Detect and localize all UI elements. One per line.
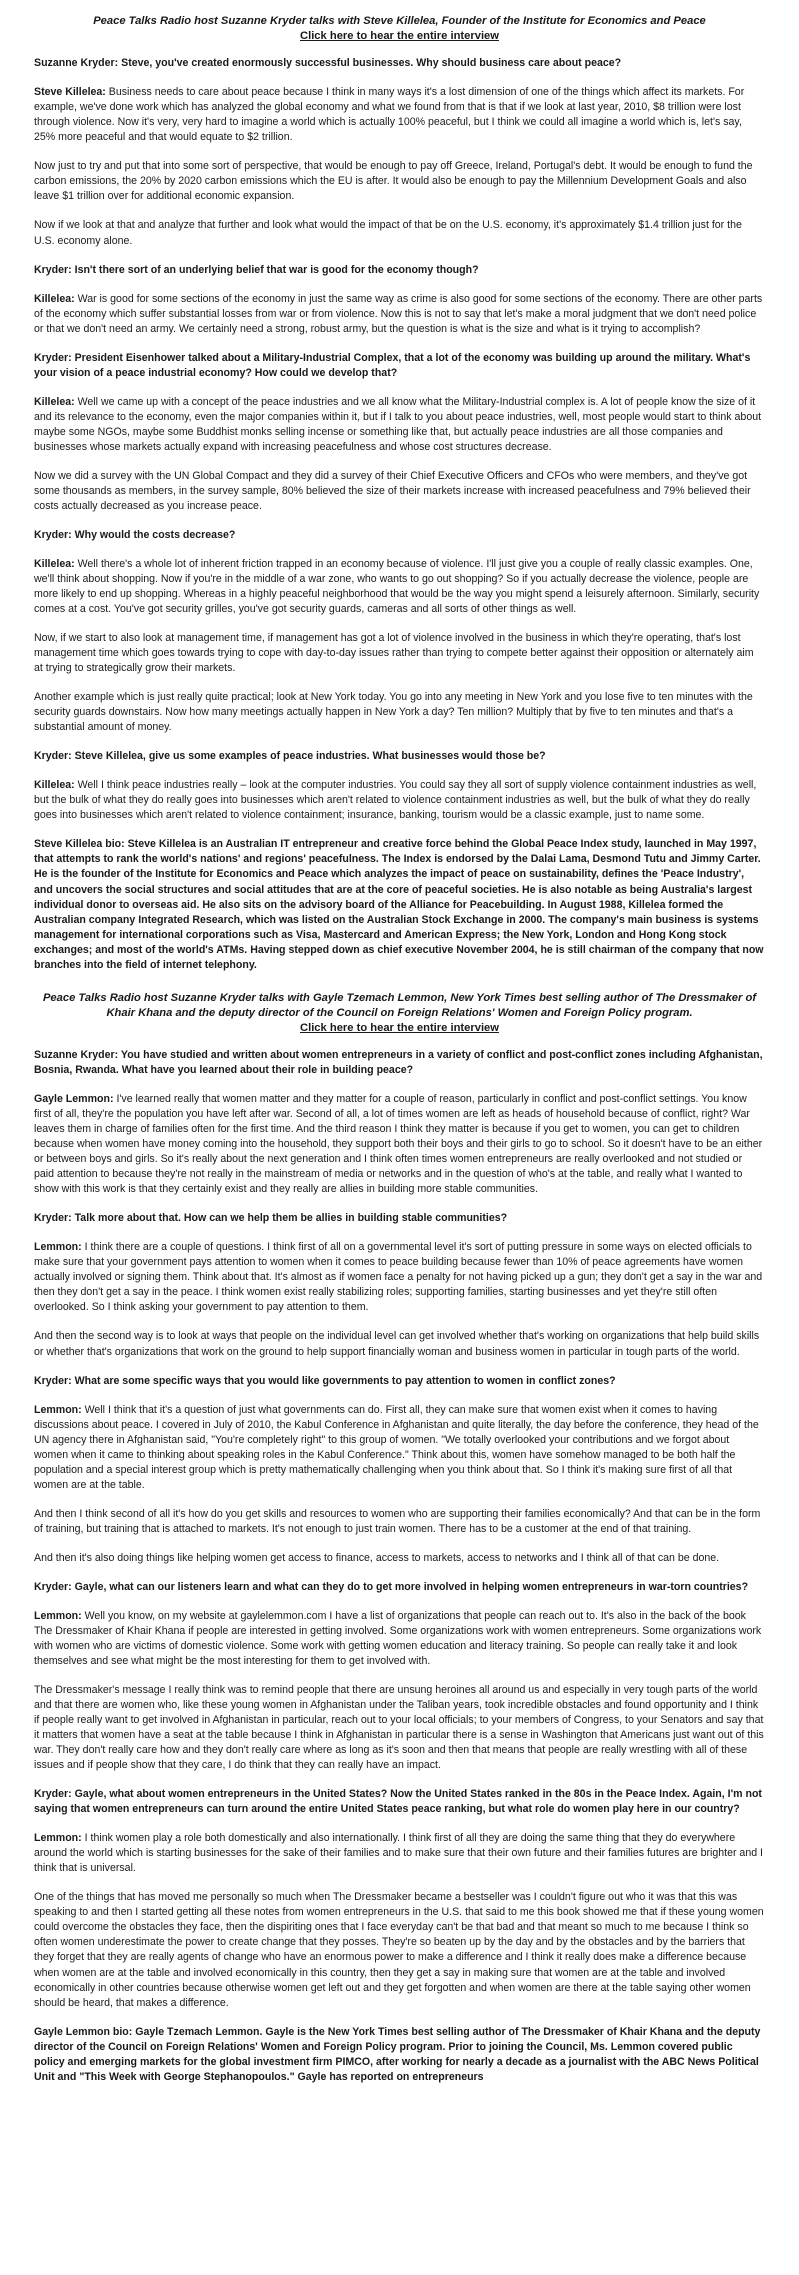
answer (34, 1403, 765, 1493)
answer (34, 778, 765, 823)
answer-text: Business needs to care about peace because I think in many ways it's a lost dimension of one of the things which affect its markets. For example, we've done work which has analyzed the global economy and what we found from that is that if we look at last year, 2010, $8 trillion were lost through violence. Now it's very, very hard to imagine a world which is actually 100% peaceful, but I think we could all imagine a world which is, let's say, 25% more peaceful and that would equate to $2 trillion. (34, 86, 745, 144)
question: Kryder: President Eisenhower talked about a Military-Industrial Complex, that a lot of the economy was building up around the military. What's your vision of a peace industrial economy? How could we develop that? (34, 351, 751, 379)
question: Kryder: What are some specific ways that you would like governments to pay attention to women in conflict zones? (34, 1374, 616, 1387)
answer (34, 395, 765, 455)
speaker-label: Lemmon: (34, 1403, 82, 1416)
answer (34, 1092, 765, 1197)
speaker-label: Killelea: (34, 779, 75, 792)
interview-2-audio-link[interactable]: Click here to hear the entire interview (300, 1021, 499, 1034)
answer-text: I think women play a role both domestically and also internationally. I think first of all they are doing the same thing that they do everywhere around the world which is starting businesses for the sake of their families and to make sure that their own future and their families futures are brighter and I think that is universal. (34, 1832, 763, 1875)
speaker-label: Steve Killelea: (34, 86, 106, 99)
question: Kryder: Talk more about that. How can we help them be allies in building stable communities? (34, 1212, 508, 1225)
answer-text: War is good for some sections of the economy in just the same way as crime is also good for some sections of the economy. There are other parts of the economy which suffer substantial losses from war or from violence. Now this is not to say that let's make a moral judgment that we don't need police or that we don't need an army. We certainly need a strong, robust army, but the question is what is the size and what is it trying to accomplish? (34, 292, 763, 335)
answer-continued: Now we did a survey with the UN Global Compact and they did a survey of their Chief Executive Officers and CFOs who were members, and they've got some thousands as members, in the survey sample, 80% believed the size of their markets increase with increased peacefulness and 79% believed their costs actually decreased as you increase peace. (34, 469, 751, 512)
interview-1-title: Peace Talks Radio host Suzanne Kryder talks with Steve Killelea, Founder of the Institute for Economics and Peace (93, 15, 706, 27)
question: Kryder: Steve Killelea, give us some examples of peace industries. What businesses would those be? (34, 750, 546, 763)
answer (34, 1240, 765, 1315)
question: Suzanne Kryder: Steve, you've created enormously successful businesses. Why should business care about peace? (34, 57, 622, 70)
answer-text: Well there's a whole lot of inherent friction trapped in an economy because of violence. I'll just give you a couple of really classic examples. One, we'll think about shopping. Now if you're in the middle of a war zone, who wants to go out shopping? So if you actually decrease the violence, people are more likely to end up shopping. Whereas in a highly peaceful neighborhood that would be the way you might spend a leisurely afternoon. Similarly, security comes at a cost. You've got security grilles, you've got security guards, cameras and all sorts of other things as well. (34, 557, 760, 616)
interview-1-audio-link[interactable]: Click here to hear the entire interview (300, 30, 499, 43)
answer-continued: Another example which is just really quite practical; look at New York today. You go into any meeting in New York and you lose five to ten minutes with the security guards downstairs. Now how many meetings actually happen in New York a day? Ten million? Multiply that by five to ten minutes and that's a substantial amount of money. (34, 691, 753, 734)
speaker-label: Lemmon: (34, 1241, 82, 1254)
answer (34, 557, 765, 617)
guest-bio: Steve Killelea bio: Steve Killelea is an Australian IT entrepreneur and creative force behind the Global Peace Index study, launched in May 1997, that attempts to rank the world's nations' and regions' peacefulness. The Index is endorsed by the Dalai Lama, Desmond Tutu and Jimmy Carter. He is the founder of the Institute for Economics and Peace which analyzes the impact of peace on sustainability, defines the 'Peace Industry', and uncovers the social structures and social attitudes that are at the core of peaceful societies. He is also notable as being Australia's largest individual donor to overseas aid. He also sits on the advisory board of the Alliance for Peacebuilding. In August 1988, Killelea formed the Australian company Integrated Research, which was listed on the Australian Stock Exchange in 2000. The company's main business is systems management for international corporations such as Visa, Mastercard and American Express; the New York, London and Hong Kong stock exchanges; and most of the world's ATMs. Having stepped down as chief executive November 2004, he is still chairman of the company that now branches into the field of internet telephony. (34, 838, 764, 971)
answer (34, 85, 765, 145)
question: Kryder: Why would the costs decrease? (34, 528, 236, 541)
guest-bio: Gayle Lemmon bio: Gayle Tzemach Lemmon. Gayle is the New York Times best selling author of The Dressmaker of Khair Khana and the deputy director of the Council on Foreign Relations' Women and Foreign Policy program. Prior to joining the Council, Ms. Lemmon covered public policy and emerging markets for the global investment firm PIMCO, after working for nearly a decade as a journalist with the ABC News Political Unit and "This Week with George Stephanopoulos." Gayle has reported on entrepreneurs (34, 2025, 761, 2083)
answer-continued: Now just to try and put that into some sort of perspective, that would be enough to pay off Greece, Ireland, Portugal's debt. It would be enough to fund the carbon emissions, the 20% by 2020 carbon emissions which the EU is after. It would also be enough to pay the Millennium Development Goals and also leave $1 trillion over for additional economic expansion. (34, 160, 753, 203)
interview-2-intro (34, 991, 765, 1036)
speaker-label: Lemmon: (34, 1609, 82, 1622)
answer-text: I've learned really that women matter and they matter for a couple of reason, particularly in conflict and post-conflict settings. You know first of all, they're the population you have left after war. Second of all, a lot of times women are left as heads of household because of conflict, right? War leaves them in charge of families often for the first time. And the third reason I think they matter is because if you get to women, you can get to children because when women have money coming into the household, they support both their boys and their girls to go to school. So it doesn't have to be an either or between boys and girls. So it's really about the next generation and I think often times women entrepreneurs are really overlooked and not studied or paid attention to because they're not really in the mainstream of media or networks and in the question of who's at the table, and really what I wanted to show with this work is that they certainly exist and they really are allies in building more stable communities. (34, 1093, 763, 1196)
answer-continued: One of the things that has moved me personally so much when The Dressmaker became a bestseller was I couldn't figure out who it was that this was speaking to and then I started getting all these notes from women entrepreneurs in the U.S. that said to me this book showed me that if these young women could overcome the obstacles they face, then the dispiriting ones that I face everyday can't be that bad and that meant so much to me because I think so often women underestimate the power to create change that they posses. They're so beaten up by the day and by the obstacles and by the barriers that they forget that they are really agents of change who have an enormous power to make a difference and I think it really does make a difference because when women are at the table and involved economically in this country, then they get a say in making sure that women are at the table and involved economically in other countries because otherwise women get left out and they get forgotten and when women are there at the table saying other women should be heard, that makes a difference. (34, 1891, 764, 2009)
answer-text: Well I think peace industries really – look at the computer industries. You could say they all sort of supply violence containment industries as well, but the bulk of what they do really goes into businesses which aren't related to violence containment industries as well, but the bulk of what they do really goes into businesses which aren't related to violence containment; insurance, banking, tourism would be a classic example, just to name some. (34, 779, 757, 822)
answer (34, 292, 765, 337)
answer-text: I think there are a couple of questions. I think first of all on a governmental level it's sort of putting pressure in some ways on elected officials to make sure that your government pays attention to women when it comes to peace building because fewer than 10% of peace agreements have women actually involved or signing them. Think about that. It's almost as if women face a penalty for not having picked up a gun; they don't get a say in the war and then they don't get a say in the peace. I think women exist really stabilizing roles; supporting families, starting businesses and yet they're still often overlooked. So I think asking your government to pay attention to them. (34, 1241, 763, 1314)
answer-continued: The Dressmaker's message I really think was to remind people that there are unsung heroines all around us and especially in very tough parts of the world and that there are women who, like these young women in Afghanistan under the Taliban years, took incredible obstacles and found opportunity and I think if people really want to get involved in Afghanistan in particular, reach out to your local officials; to your members of Congress, to your Senators and say that it matters that women have a seat at the table because I think in Afghanistan in particular there is a sense in Washington that Americans just want out of this war. They don't really care how and they don't really care where as long as it's soon and then that means that people are really wrestling with all of these issues and if people show that they care, I do think that they can really have an impact. (34, 1684, 764, 1772)
speaker-label: Killelea: (34, 292, 75, 305)
answer-continued: And then the second way is to look at ways that people on the individual level can get involved whether that's working on organizations that help build skills or whether that's organizations that work on the ground to help support financially woman and business women in particular in tough parts of the world. (34, 1330, 760, 1358)
answer-continued: And then I think second of all it's how do you get skills and resources to women who are supporting their families economically? And that can be in the form of training, but training that is attached to markets. It's not enough to just train women. There has to be a customer at the end of that training. (34, 1507, 761, 1535)
speaker-label: Killelea: (34, 557, 75, 570)
speaker-label: Gayle Lemmon: (34, 1093, 114, 1106)
question: Kryder: Gayle, what can our listeners learn and what can they do to get more involved in helping women entrepreneurs in war-torn countries? (34, 1580, 749, 1593)
answer-text: Well you know, on my website at gaylelemmon.com I have a list of organizations that people can reach out to. It's also in the back of the book The Dressmaker of Khair Khana if people are interested in getting involved. Some organizations work with women entrepreneurs. Some organizations work with women who are victims of domestic violence. Some work with getting women education and literacy training. So people can really take it and look themselves and see what might be the most interesting for them to get involved with. (34, 1609, 762, 1667)
interview-1-intro (34, 14, 765, 44)
answer (34, 1609, 765, 1669)
answer-continued: And then it's also doing things like helping women get access to finance, access to markets, access to networks and I think all of that can be done. (34, 1551, 720, 1564)
question: Kryder: Gayle, what about women entrepreneurs in the United States? Now the United States ranked in the 80s in the Peace Index. Again, I'm not saying that women entrepreneurs can turn around the entire United States peace ranking, but what role do women play here in our country? (34, 1788, 762, 1816)
answer-text: Well I think that it's a question of just what governments can do. First all, they can make sure that women exist when it comes to having discussions about peace. I covered in July of 2010, the Kabul Conference in Afghanistan and quite literally, the day before the conference, they head of the UN agency there in Afghanistan said, "You're completely right" to this group of women. "We totally overlooked your contributions and we forgot about women when it came to thinking about speaking roles in the Kabul Conference." Think about this, women have somehow managed to be both half the population and a special interest group which is pretty mathematically challenging when you think about that. So I think it's making sure first of all that women are at the table. (34, 1403, 759, 1491)
answer-continued: Now, if we start to also look at management time, if management has got a lot of violence involved in the business in which they're operating, that's lost management time which goes towards trying to cope with day-to-day issues rather than trying to compete better against their opposition or alternately aim at trying to strategically grow their markets. (34, 632, 754, 675)
interview-2-title: Peace Talks Radio host Suzanne Kryder talks with Gayle Tzemach Lemmon, New York Times best selling author of The Dressmaker of Khair Khana and the deputy director of the Council on Foreign Relations' Women and Foreign Policy program. (42, 991, 757, 1019)
answer-text: Well we came up with a concept of the peace industries and we all know what the Military-Industrial complex is. A lot of people know the size of it and its relevance to the economy, even the major companies within it, but if I talk to you about peace industries, well, most people would start to think about maybe some NGOs, maybe some Buddhist monks selling incense or something like that, but actually peace industries are all those companies and businesses whose markets actually expand with increasing peacefulness and whose cost structures decrease. (34, 395, 762, 453)
speaker-label: Killelea: (34, 395, 75, 408)
answer (34, 1831, 765, 1876)
article (34, 0, 765, 2085)
question: Suzanne Kryder: You have studied and written about women entrepreneurs in a variety of conflict and post-conflict zones including Afghanistan, Bosnia, Rwanda. What have you learned about their role in building peace? (34, 1049, 763, 1077)
speaker-label: Lemmon: (34, 1832, 82, 1845)
answer-continued: Now if we look at that and analyze that further and look what would the impact of that be on the U.S. economy, it's approximately $1.4 trillion just for the U.S. economy alone. (34, 219, 742, 247)
question: Kryder: Isn't there sort of an underlying belief that war is good for the economy though? (34, 263, 479, 276)
